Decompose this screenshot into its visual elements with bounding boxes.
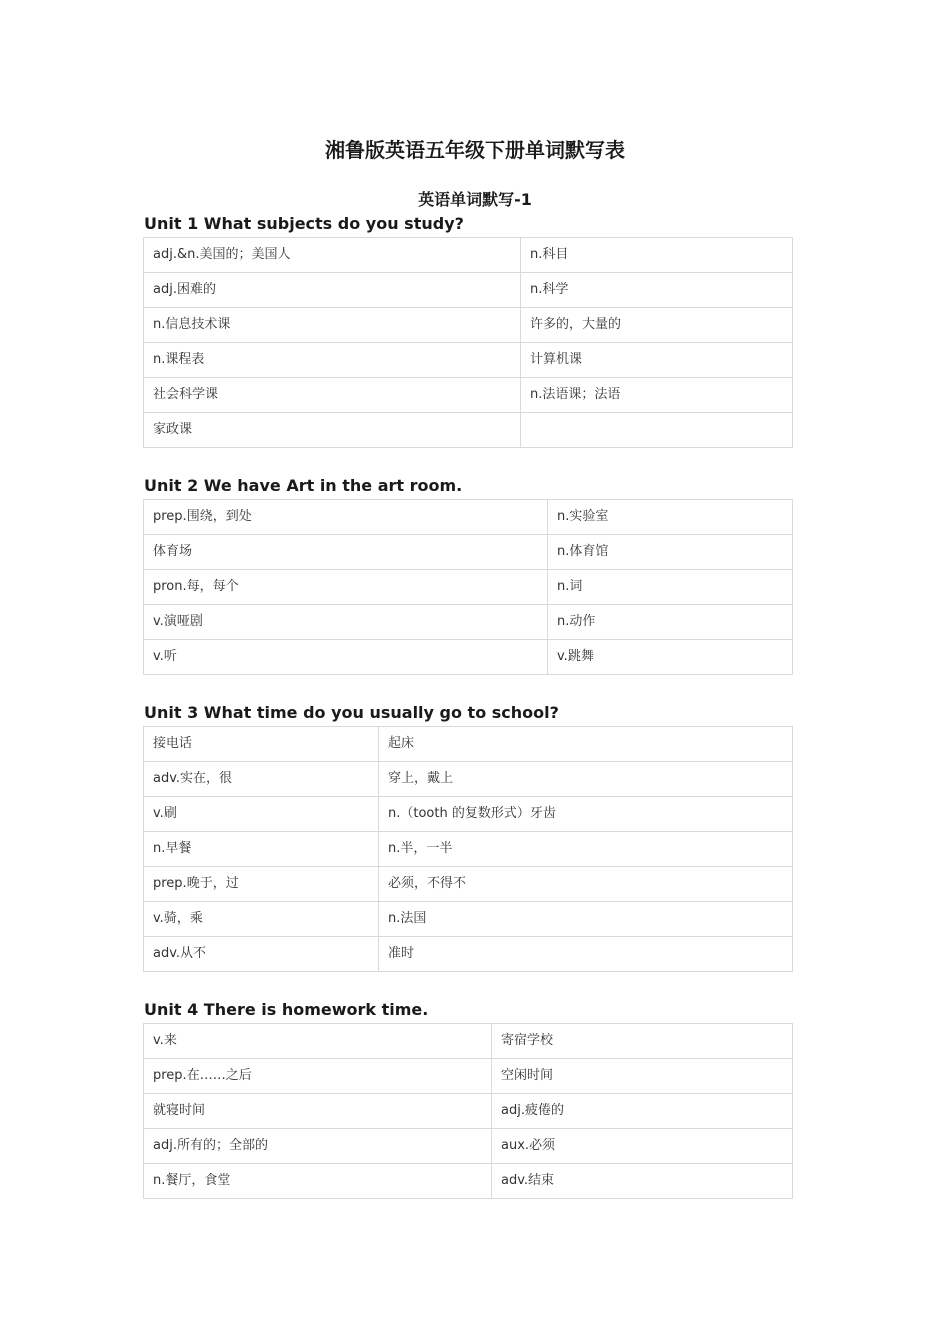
table-row [144, 605, 793, 640]
word-cell: adv.结束 [492, 1164, 793, 1199]
word-cell: adj.困难的 [144, 273, 521, 308]
word-cell: adv.从不 [144, 937, 379, 972]
word-cell: 就寝时间 [144, 1094, 492, 1129]
word-cell: adj.疲倦的 [492, 1094, 793, 1129]
table-row [144, 535, 793, 570]
word-cell: n.课程表 [144, 343, 521, 378]
word-cell: adj.&n.美国的；美国人 [144, 238, 521, 273]
table-row [144, 1059, 793, 1094]
word-cell: 接电话 [144, 727, 379, 762]
unit-heading: Unit 4 There is homework time. [144, 1000, 429, 1019]
word-cell: 空闲时间 [492, 1059, 793, 1094]
word-cell: 计算机课 [521, 343, 793, 378]
word-cell: prep.在……之后 [144, 1059, 492, 1094]
table-row [144, 1129, 793, 1164]
table-row [144, 727, 793, 762]
word-cell: 家政课 [144, 413, 521, 448]
word-cell: n.法国 [379, 902, 793, 937]
table-row [144, 1094, 793, 1129]
table-row [144, 640, 793, 675]
word-cell: v.听 [144, 640, 548, 675]
word-table [143, 237, 793, 448]
word-cell: v.刷 [144, 797, 379, 832]
word-cell: 准时 [379, 937, 793, 972]
word-cell: n.早餐 [144, 832, 379, 867]
word-cell: adj.所有的；全部的 [144, 1129, 492, 1164]
word-cell: aux.必须 [492, 1129, 793, 1164]
word-cell: 起床 [379, 727, 793, 762]
table-row [144, 797, 793, 832]
word-cell: v.跳舞 [548, 640, 793, 675]
word-cell: 必须，不得不 [379, 867, 793, 902]
table-row [144, 832, 793, 867]
word-cell: n.体育馆 [548, 535, 793, 570]
word-table [143, 726, 793, 972]
word-cell [521, 413, 793, 448]
word-cell: prep.晚于，过 [144, 867, 379, 902]
word-cell: pron.每，每个 [144, 570, 548, 605]
unit-heading: Unit 3 What time do you usually go to school? [144, 703, 559, 722]
page-subtitle: 英语单词默写-1 [418, 190, 532, 209]
table-row [144, 902, 793, 937]
table-row [144, 1024, 793, 1059]
table-row [144, 570, 793, 605]
word-cell: n.科目 [521, 238, 793, 273]
unit-2-section [143, 475, 792, 675]
word-cell: 寄宿学校 [492, 1024, 793, 1059]
table-row [144, 308, 793, 343]
word-cell: v.演哑剧 [144, 605, 548, 640]
word-cell: adv.实在，很 [144, 762, 379, 797]
word-cell: n.信息技术课 [144, 308, 521, 343]
unit-3-section [143, 702, 792, 972]
page-title: 湘鲁版英语五年级下册单词默写表 [325, 138, 625, 162]
table-row [144, 1164, 793, 1199]
unit-heading: Unit 2 We have Art in the art room. [144, 476, 463, 495]
unit-heading: Unit 1 What subjects do you study? [144, 214, 464, 233]
word-table [143, 499, 793, 675]
table-row [144, 343, 793, 378]
word-cell: n.实验室 [548, 500, 793, 535]
table-row [144, 238, 793, 273]
word-cell: 许多的，大量的 [521, 308, 793, 343]
word-cell: prep.围绕，到处 [144, 500, 548, 535]
word-cell: n.法语课；法语 [521, 378, 793, 413]
table-row [144, 762, 793, 797]
table-row [144, 500, 793, 535]
unit-4-section [143, 999, 792, 1199]
word-cell: n.动作 [548, 605, 793, 640]
word-cell: n.餐厅，食堂 [144, 1164, 492, 1199]
table-row [144, 937, 793, 972]
word-cell: 体育场 [144, 535, 548, 570]
word-cell: n.词 [548, 570, 793, 605]
word-cell: n.半，一半 [379, 832, 793, 867]
word-table [143, 1023, 793, 1199]
word-cell: 穿上，戴上 [379, 762, 793, 797]
word-cell: 社会科学课 [144, 378, 521, 413]
word-cell: n.科学 [521, 273, 793, 308]
word-cell: v.来 [144, 1024, 492, 1059]
word-cell: n.（tooth 的复数形式）牙齿 [379, 797, 793, 832]
table-row [144, 378, 793, 413]
unit-1-section [143, 213, 792, 448]
table-row [144, 413, 793, 448]
table-row [144, 273, 793, 308]
table-row [144, 867, 793, 902]
word-cell: v.骑，乘 [144, 902, 379, 937]
